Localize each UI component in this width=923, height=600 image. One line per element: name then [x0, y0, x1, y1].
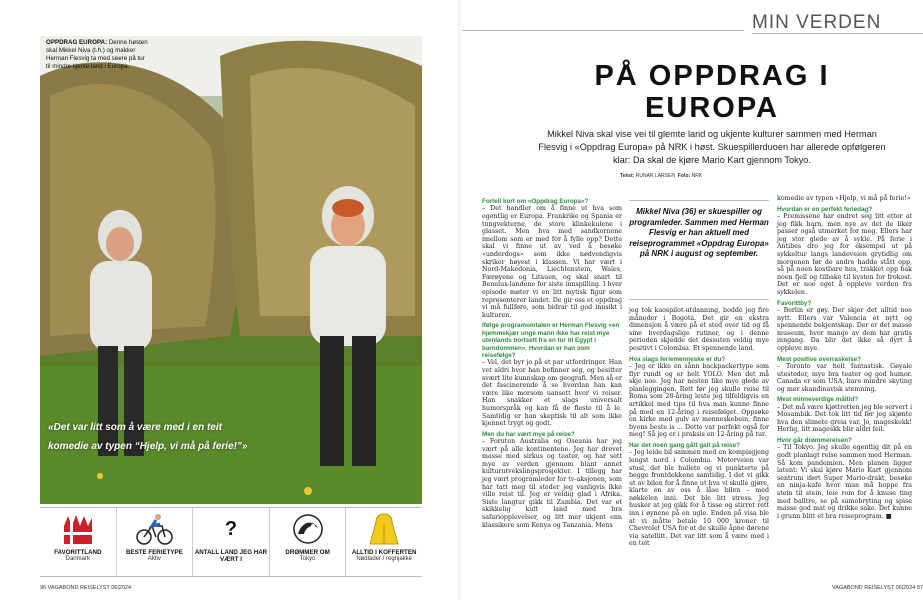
byline-name: RUNAR LARSEN: [635, 173, 675, 179]
fact-bar: [40, 507, 422, 577]
caption-text: Denne høsten skal Mikkel Niva (t.h.) og makker Herman Flesvig ta med seere på tur til mindre kjente land i Europa.: [46, 39, 148, 70]
page-footer-right: VAGABOND REISELYST 06|2024 97: [832, 585, 923, 591]
answer-text: – Det må være kjøttretten jeg ble servert i Mosambik. Det tok litt tid før jeg skjønte hva den slimete greia var. Jo, mageskekk! Herlig, litt mageskk blir aldri feil.: [777, 403, 912, 434]
fact-dreams-of: [270, 508, 347, 576]
left-page: [0, 0, 461, 600]
fact-best-vacation-type: [117, 508, 194, 576]
question-heading: Hvordan er en perfekt feriedag?: [777, 205, 873, 213]
question-heading: Hvor går drømmereisen?: [777, 437, 852, 445]
dragon-icon: [270, 511, 346, 547]
question-heading: Favorittby?: [777, 299, 812, 307]
question-heading: Mest positive overraskelse?: [777, 355, 861, 363]
answer-text: jeg tok kaospilot-utdanning, bodde jeg fire måneder i Bogotá. Det gir en ekstra dimensjon å være på et sted over tid og få sine hverdagslige rutiner, og i denne perioden skjedde det dessuten veldig mye positivt i Colombia. Et spennende land.: [629, 307, 769, 352]
cyclist-icon: [117, 511, 193, 547]
section-title: MIN VERDEN: [752, 12, 882, 33]
fact-value: Tokyo: [299, 556, 316, 562]
question-mark-icon: [193, 511, 269, 547]
fact-label: DRØMMER OM: [285, 549, 330, 556]
question-heading: Har det noen gang gått galt på reise?: [629, 441, 740, 449]
fact-favorite-country: [40, 508, 117, 576]
column-2: [629, 307, 769, 551]
pastries-icon: [40, 511, 116, 547]
column-3: [777, 195, 912, 523]
right-page: [462, 0, 923, 600]
fact-value: Aktiv: [147, 556, 161, 562]
column-1: [482, 195, 622, 532]
byline-label: Tekst:: [620, 173, 635, 179]
section-rule: [752, 33, 923, 34]
fact-value: Nødlader / regnjakke: [356, 556, 413, 562]
article-lead: Mikkel Niva skal vise vei til glemte land og ukjente kulturer sammen med Herman Flesvig i «Oppdrag Europa» på NRK i høst. Skuespillerduoen har allerede opfølgeren klar: Da skal de kjøre Mario Kart gjennom Tokyo.: [538, 129, 886, 165]
fact-label: FAVORITTLAND: [54, 549, 102, 556]
photo-credit-name: NRK: [691, 173, 703, 179]
answer-text: – Det handler om å finne ut hva som egentlig er Europa. Frankrike og Spania er tungvekterne, de store klinkekulene i glasset. Men hva med sandkornene imellom som er med for å fylle opp? Dette skal vi finne ut av ved å besøke «underdogs» som ikke nødvendigvis skriker høyest i klassen. Vi har vært i Nord-Makedonia, Liechtenstein, Wales, Færøyene og Litauen, og skal snart til Benelux-landene for siste innspilling. I hver episode møter vi en litt mytisk figur som representerer landet. De gir oss et oppdrag vi må fullføre, som bidrar til god innsikt i kulturen.: [482, 205, 622, 319]
section-rule: [462, 30, 744, 31]
article-headline: PÅ OPPDRAG I EUROPA: [594, 60, 830, 124]
fact-label: BESTE FERIETYPE: [126, 549, 183, 556]
answer-text: – Toronto var helt fantastisk. Gøyale utesteder, mye bra teater og god humor. Canada er som USA, bare mindre skyting og mer skandinavisk stemning.: [777, 362, 912, 393]
raincoat-icon: [346, 511, 422, 547]
question-heading: Fortell kort om «Oppdrag Europa»?: [482, 198, 589, 205]
question-heading: Mest minneverdige måltid?: [777, 396, 859, 404]
question-heading: Men du har vært mye på reise?: [482, 430, 575, 438]
page-footer-left: 96 VAGABOND REISELYST 06|2024: [40, 585, 132, 591]
fact-value: Danmark: [65, 556, 90, 562]
question-glyph: ?: [224, 517, 238, 540]
pull-quote: «Det var litt som å være med i en teit komedie av typen “Hjelp, vi må på ferie!”»: [48, 422, 248, 452]
photo-credit-label: Foto:: [677, 173, 691, 179]
answer-text: – Jeg er ikke en sånn backpackertype som flyr rundt og er helt YOLO. Men det må skje noe. Jeg har nesten like mye glede av planleggingen. Rett før jeg skulle reise til Roma som 28-åring leste jeg tilfeldigvis en artikkel med tips til hva man kunne finne på med en 12-åring i reisefølget. Oppsøke en kirke med gulv av menneskebein, finne byens beste is ... Dette var perfekt også for meg! Så jeg er i praksis en 12-åring på tur.: [629, 362, 769, 439]
intro-box: Mikkel Niva (36) er skuespiller og programleder. Sammen med Herman Flesvig er han aktuell med reiseprogrammet «Oppdrag Europa» på NRK i august og september.: [629, 200, 769, 300]
answer-text: komedie av typen «Hjelp, vi må på ferie!»: [777, 195, 911, 202]
photo-caption: [46, 39, 148, 71]
caption-label: OPPDRAG EUROPA:: [46, 39, 108, 46]
answer-text: – Jeg leide bil sammen med en kompisgjeng lengst nord i Colombia. Motorveien var stusl, det ble hullete og vi punkterte på begge frontdekkene samtidig. I det vi gikk ut av bilen for å finne ut hva vi skulle gjøre, klarte en av oss å låse bilen – med nøkkelen inni. Det ble litt stress. Jeg husker at jeg gikk for å tisse og stirret rett inn i øynene på en ugle. Enden på visa ble at vi måtte betale 10 000 kroner til Chevrolet USA for at de skulle åpne dørene via satellitt. Det var litt som å være med i en teit: [629, 449, 769, 548]
fact-label: ANTALL LAND JEG HAR VÆRT I: [194, 549, 268, 563]
answer-text: – Til Tokyo. Jeg skulle egentlig dit på en godt planlagt reise sammen med Herman. Så kom pandemien. Men planen ligger latent: Vi skal kjøre Mario Kart gjennom sentrum iført Super Mario-drakt, besøke en ninja-kafe hvor man må hoppe fra stein til stein, leie rom for å knuse ting med balltre, se på sumobryting og spise masse god mat og drikke sake. Det kunne i grunn blitt et bra reiseprogram. ■: [777, 444, 912, 520]
fact-label: ALLTID I KOFFERTEN: [351, 549, 417, 556]
fact-countries-visited: [193, 508, 270, 576]
byline: [620, 173, 702, 179]
fact-always-packed: [346, 508, 422, 576]
answer-text: – Vel, det byr jo på et par utfordringer. Han vet aldri hvor han befinner seg, og besitter svært lite kunnskap om geografi. Men så er det fascinerende å se hvordan han kan være like morsom uansett hvor vi reiser. Han snakker et slags universalt humorspråk og kan få de fleste til å le. Samtidig er han skeptisk til alt som ikke kjennet trygt og godt.: [482, 359, 622, 428]
answer-text: – Premissene har endret seg litt etter at jeg fikk barn, men nye av det de liker passer også utmerket for meg. Ellers har jeg stor glede av å sykle. På ferie i Antibes dro jeg for eksempel ut på sykkeltur langs landeveien grytidlig om morgenen før de andre hadde stått opp, så på noen kostbare hus, trakket opp bak noen fjell og tilbake til kysten for frokost. Det er noe eget å oppleve verden fra sykkelen.: [777, 213, 912, 296]
answer-text: – Berlin er gøy. Der skjer det alltid noe nytt. Ellers var Valencia et nytt og spennende bekjentskap. Der er det masse museum, hvor mange av dem har gratis inngang. Da blir det ikke så dyrt å oppleve mye.: [777, 306, 912, 352]
question-heading: Ifølge programomtalen er Herman Flesvig «en hjemmekjær ungé mann ikke har reist mye utenlands bortsett fra en tur til Egypt i barndommen». Hvordan er han som reisefølge?: [482, 322, 620, 359]
question-heading: Hva slags feriemenneske er du?: [629, 355, 726, 363]
answer-text: – Foruten Australia og Oseania har jeg vært på alle kontinentene. Jeg har drevet masse med sirkus og teater, og har sett mye av verden gjennom blant annet kulturutvekslingsprosjekter. I tillegg har jeg vært programleder for tv-aksjonen, som har tatt meg til steder jeg vanligvis ikke ville reist til. Jeg er veldig glad i Afrika. Siste langtur gikk til Zambia. Det var et skikkelig kult land med bra safariopplevelser, og litt mer ukjent enn klassikere som Kenya og Tanzania. Mens: [482, 438, 622, 529]
